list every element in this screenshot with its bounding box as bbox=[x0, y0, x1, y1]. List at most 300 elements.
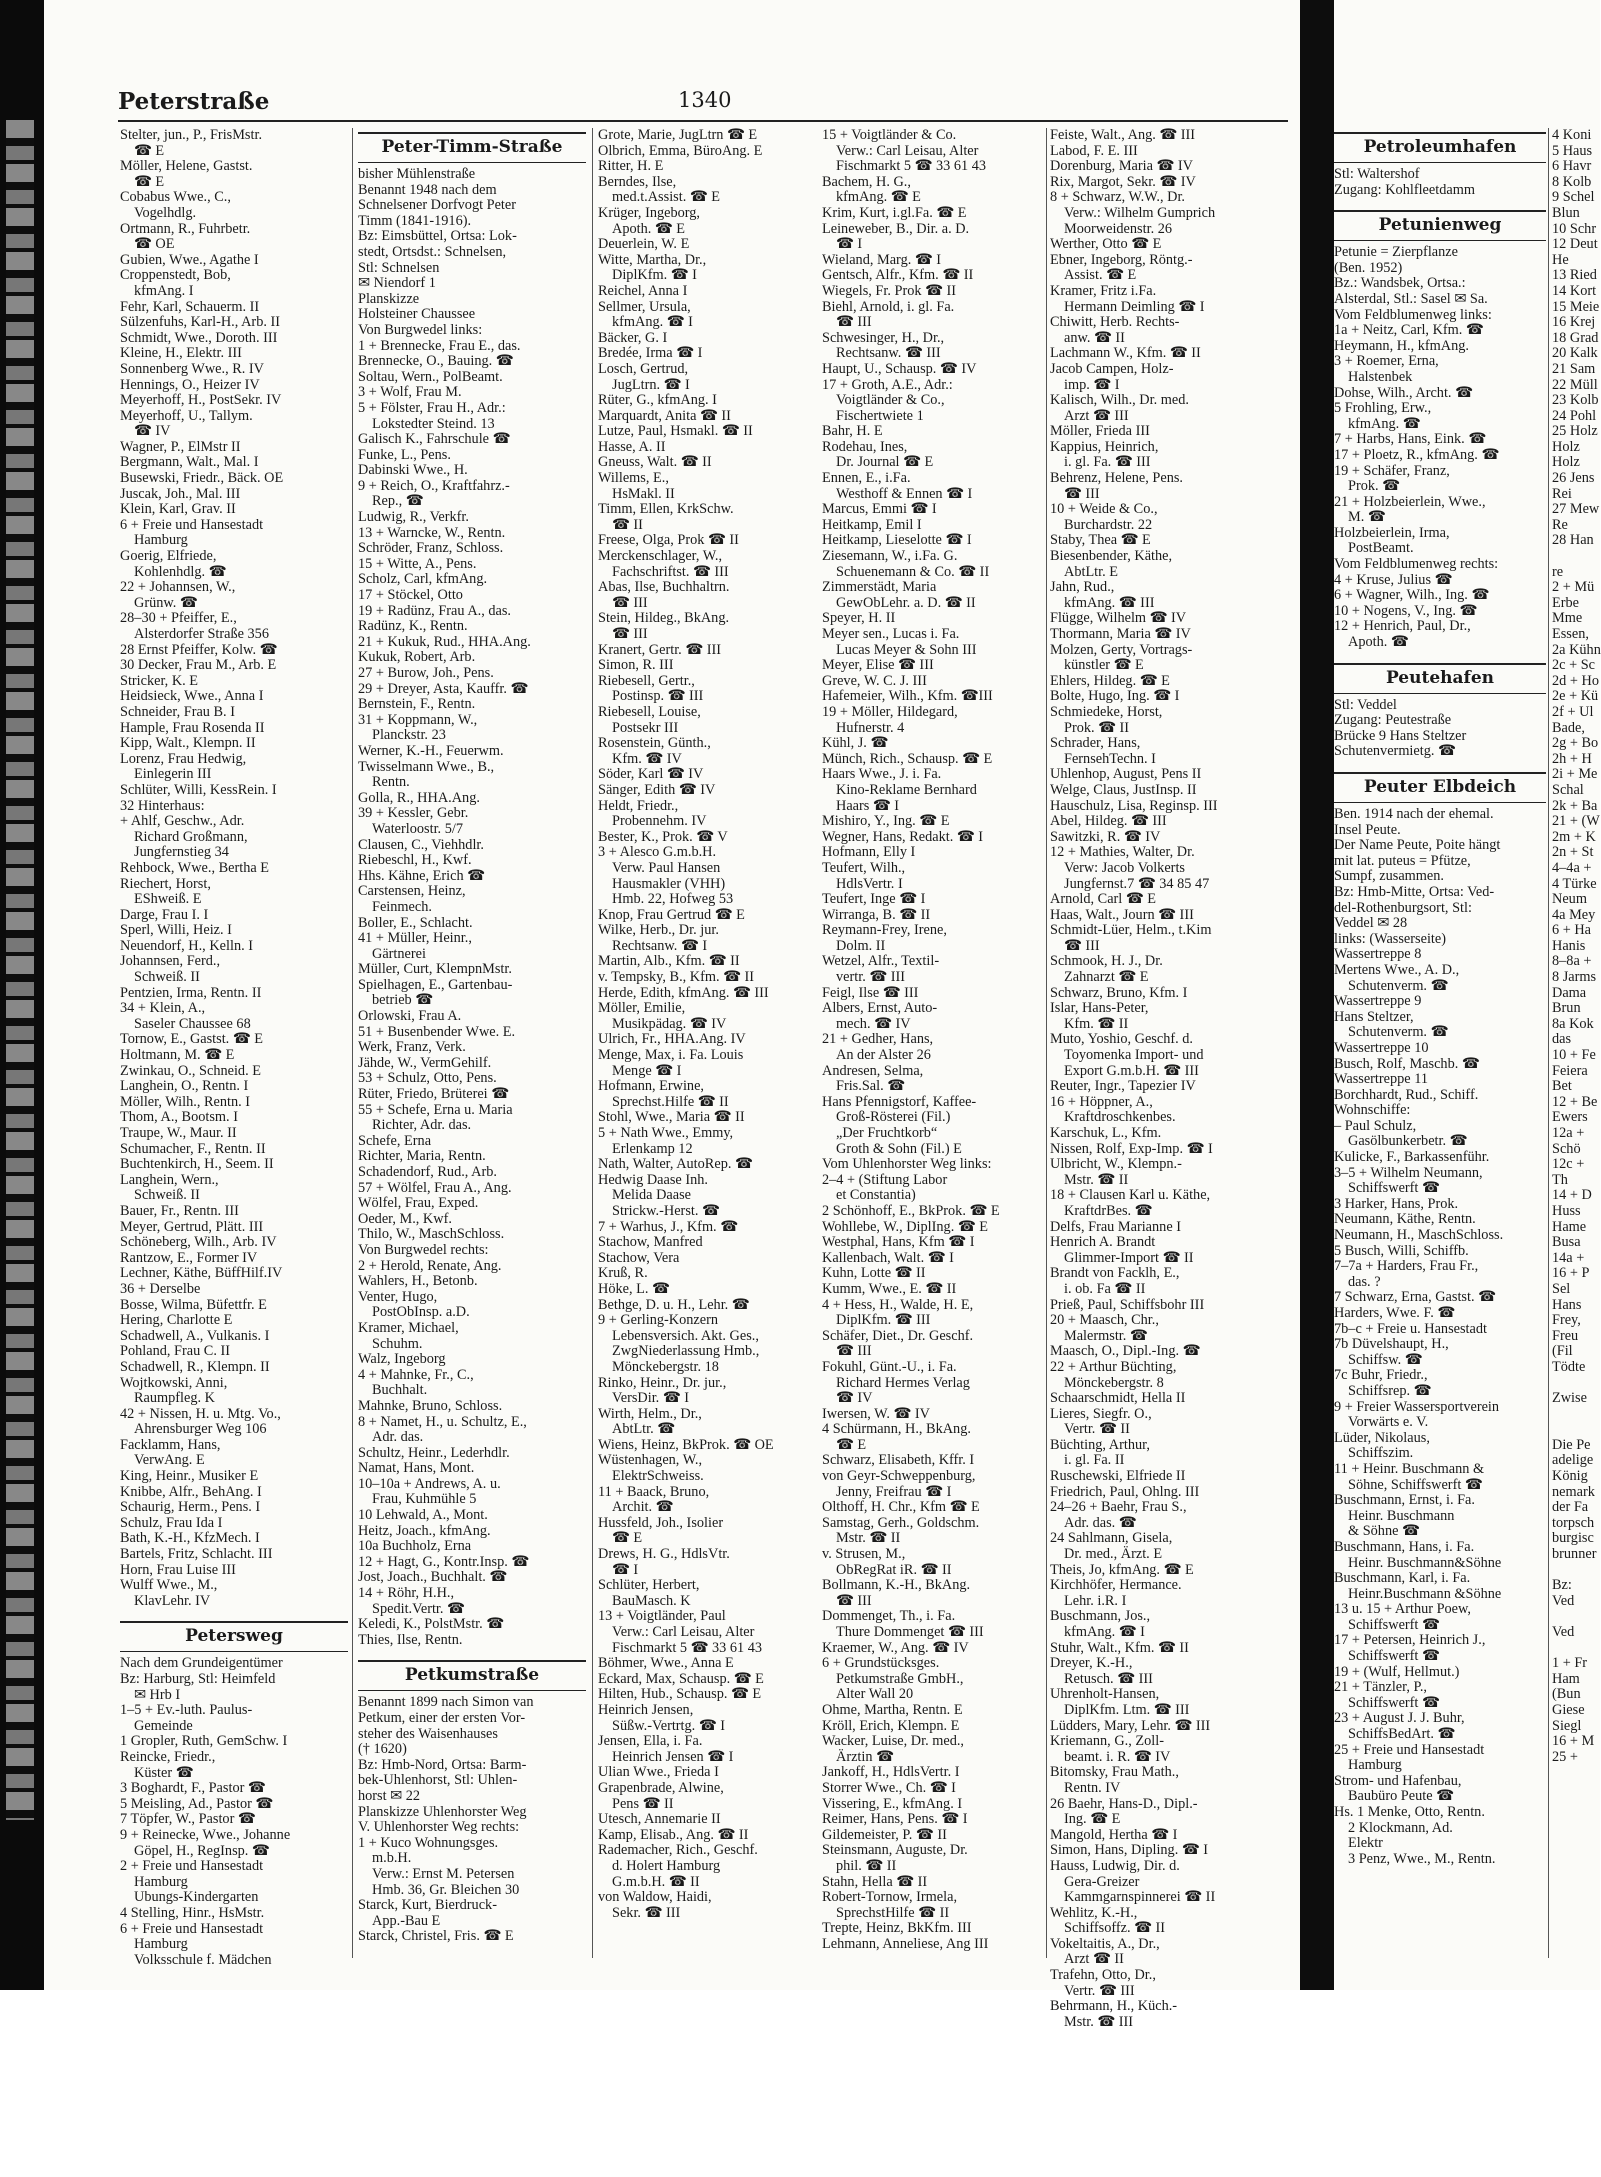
directory-entry-line: Rechtsanw. ☎ I bbox=[612, 937, 708, 954]
directory-entry-line: Scholz, Carl, kfmAng. bbox=[358, 571, 488, 588]
column-divider bbox=[1548, 128, 1549, 1958]
directory-entry-line: Hs. 1 Menke, Otto, Rentn. bbox=[1334, 1804, 1485, 1820]
directory-entry-line: Soltau, Wern., PolBeamt. bbox=[358, 368, 503, 385]
directory-entry-line: Stohl, Wwe., Maria ☎ II bbox=[598, 1109, 745, 1126]
column-4 bbox=[822, 128, 1046, 1968]
directory-entry-line: 12 + Hagt, G., Kontr.Insp. ☎ bbox=[358, 1553, 530, 1570]
directory-entry-line: Reuter, Ingr., Tapezier IV bbox=[1050, 1078, 1196, 1095]
directory-entry-line: kfmAng. ☎ bbox=[1348, 415, 1421, 432]
directory-entry-line: 2h + H bbox=[1552, 750, 1592, 767]
directory-entry-line: Frau, Kuhmühle 5 bbox=[372, 1491, 477, 1508]
directory-entry-line: 1–5 + Ev.-luth. Paulus- bbox=[120, 1702, 253, 1719]
directory-entry-line: ☎ II bbox=[612, 516, 643, 533]
directory-entry-line: Wulff Wwe., M., bbox=[120, 1577, 218, 1594]
directory-entry-line: Fokuhl, Günt.-U., i. Fa. bbox=[822, 1358, 957, 1375]
directory-entry-line: ☎ III bbox=[1064, 937, 1100, 954]
directory-entry-line: Samstag, Gerh., Goldschm. bbox=[822, 1514, 980, 1531]
directory-entry-line: Buchtenkirch, H., Seem. II bbox=[120, 1156, 274, 1173]
directory-entry-line: Trafehn, Otto, Dr., bbox=[1050, 1967, 1156, 1984]
directory-entry-line: Petkum, einer der ersten Vor- bbox=[358, 1710, 526, 1726]
directory-entry-line: Facklamm, Hans, bbox=[120, 1436, 221, 1453]
directory-entry-line: Ulrich, Fr., HHA.Ang. IV bbox=[598, 1031, 746, 1048]
directory-entry-line: Kammgarnspinnerei ☎ II bbox=[1064, 1889, 1216, 1906]
directory-entry-line: Schaurig, Herm., Pens. I bbox=[120, 1499, 261, 1516]
directory-entry-line: Stein, Hildeg., BkAng. bbox=[598, 610, 730, 627]
directory-entry-line: Dama bbox=[1552, 984, 1587, 1001]
directory-entry-line: Biesenbender, Käthe, bbox=[1050, 548, 1173, 565]
directory-entry-line: Rodehau, Ines, bbox=[822, 438, 908, 455]
directory-entry-line: Bachem, H. G., bbox=[822, 173, 911, 190]
directory-entry-line: (Ben. 1952) bbox=[1334, 259, 1403, 276]
directory-entry-line: 5 Frohling, Erw., bbox=[1334, 400, 1432, 417]
directory-entry-line: 10a Buchholz, Erna bbox=[358, 1538, 472, 1555]
directory-entry-line: 3 Boghardt, F., Pastor ☎ bbox=[120, 1780, 266, 1797]
directory-entry-line: 7b–c + Freie u. Hansestadt bbox=[1334, 1320, 1487, 1337]
directory-entry-line: 24 Pohl bbox=[1552, 407, 1597, 424]
directory-entry-line: 2m + K bbox=[1552, 828, 1596, 845]
directory-entry-line: re bbox=[1552, 563, 1564, 580]
directory-entry-line: 10 + Nogens, V., Ing. ☎ bbox=[1334, 602, 1478, 619]
directory-entry-line: VerwAng. E bbox=[134, 1452, 205, 1469]
directory-entry-line: Bz: Hmb-Nord, Ortsa: Barm- bbox=[358, 1756, 527, 1773]
directory-entry-line: 3 Penz, Wwe., M., Rentn. bbox=[1348, 1850, 1496, 1867]
directory-entry-line: Thom, A., Bootsm. I bbox=[120, 1109, 238, 1126]
directory-entry-line: steher des Waisenhauses bbox=[358, 1725, 498, 1742]
directory-entry-line: Lüdders, Mary, Lehr. ☎ III bbox=[1050, 1717, 1211, 1734]
directory-entry-line: Bernstein, F., Rentn. bbox=[358, 696, 476, 713]
directory-entry-line: 32 Hinterhaus: bbox=[120, 797, 205, 814]
directory-entry-line: Kleine, H., Elektr. III bbox=[120, 345, 242, 362]
directory-entry-line: PostBeamt. bbox=[1348, 540, 1414, 557]
directory-entry-line: Richard Großmann, bbox=[134, 828, 248, 845]
directory-entry-line: anw. ☎ II bbox=[1064, 329, 1125, 346]
directory-entry-line: 16 + P bbox=[1552, 1265, 1590, 1282]
directory-entry-line: kfmAng. ☎ I bbox=[612, 314, 693, 331]
directory-entry-line: Ruschewski, Elfriede II bbox=[1050, 1468, 1186, 1485]
directory-entry-line: Namat, Hans, Mont. bbox=[358, 1460, 475, 1477]
directory-entry-line: Bester, K., Prok. ☎ V bbox=[598, 828, 728, 845]
directory-entry-line: Kruß, R. bbox=[598, 1265, 648, 1282]
directory-entry-line: Muto, Yoshio, Geschf. d. bbox=[1050, 1031, 1193, 1048]
directory-entry-line: 8 Kolb bbox=[1552, 173, 1592, 190]
directory-entry-line: Wahlers, H., Betonb. bbox=[358, 1273, 478, 1290]
page-number: 1340 bbox=[678, 88, 732, 112]
column-5 bbox=[1050, 127, 1280, 2030]
directory-entry-line: Bz: Hmb-Mitte, Ortsa: Ved- bbox=[1334, 883, 1495, 900]
directory-entry-line: Jähde, W., VermGehilf. bbox=[358, 1054, 492, 1071]
directory-entry-line: 17 + Stöckel, Otto bbox=[358, 587, 463, 604]
directory-entry-line: Dabinski Wwe., H. bbox=[358, 462, 468, 479]
directory-entry-line: Dr. med., Ärzt. E bbox=[1064, 1546, 1163, 1563]
directory-entry-line: 2 + Herold, Renate, Ang. bbox=[358, 1257, 502, 1274]
directory-entry-line: Benannt 1948 nach dem bbox=[358, 181, 497, 198]
directory-entry-line: 27 Mew bbox=[1552, 501, 1600, 518]
directory-entry-line: Freu bbox=[1552, 1327, 1579, 1344]
directory-entry-line: torpsch bbox=[1552, 1514, 1595, 1531]
directory-entry-line: Verw.: Carl Leisau, Alter bbox=[612, 1624, 755, 1640]
directory-entry-line: Arzt ☎ II bbox=[1064, 1951, 1124, 1968]
directory-entry-line: Wohnschiffe: bbox=[1334, 1102, 1411, 1119]
directory-entry-line: Mönckebergstr. 8 bbox=[1064, 1374, 1164, 1391]
directory-entry-line: Alter Wall 20 bbox=[836, 1686, 914, 1703]
left-page-edge bbox=[0, 0, 44, 1990]
directory-entry-line: mech. ☎ IV bbox=[836, 1015, 911, 1032]
directory-entry-line: Mstr. ☎ III bbox=[1064, 2013, 1134, 2030]
directory-entry-line: Möller, Helene, Gastst. bbox=[120, 158, 253, 175]
directory-entry-line: G.m.b.H. ☎ II bbox=[612, 1873, 700, 1890]
directory-entry-line: 2e + Kü bbox=[1552, 688, 1599, 705]
directory-entry-line: Burchardstr. 22 bbox=[1064, 516, 1153, 533]
directory-entry-line: Wiegels, Fr. Prok ☎ II bbox=[822, 282, 956, 299]
directory-entry-line: 21 + Tänzler, P., bbox=[1334, 1679, 1427, 1696]
directory-entry-line: 1 Gropler, Ruth, GemSchw. I bbox=[120, 1733, 288, 1750]
directory-entry-line: Schiffswerft ☎ bbox=[1348, 1180, 1440, 1197]
directory-entry-line: SprechstHilfe ☎ II bbox=[836, 1904, 950, 1921]
directory-entry-line: Thies, Ilse, Rentn. bbox=[358, 1631, 463, 1648]
directory-entry-line: 10–10a + Andrews, A. u. bbox=[358, 1475, 501, 1492]
directory-entry-line: phil. ☎ II bbox=[836, 1857, 897, 1874]
directory-entry-line: 13 u. 15 + Arthur Poew, bbox=[1334, 1601, 1471, 1618]
directory-entry-line: Buschmann, Karl, i. Fa. bbox=[1334, 1570, 1471, 1587]
directory-entry-line: V. Uhlenhorster Weg rechts: bbox=[358, 1819, 520, 1836]
directory-entry-line: Busch, Rolf, Maschb. ☎ bbox=[1334, 1055, 1480, 1072]
directory-entry-line: 2 + Freie und Hansestadt bbox=[120, 1858, 264, 1875]
directory-entry-line: Boller, E., Schlacht. bbox=[358, 914, 473, 931]
directory-entry-line: VersDir. ☎ I bbox=[612, 1390, 689, 1407]
directory-entry-line: Schuhm. bbox=[372, 1335, 423, 1352]
directory-entry-line: KlavLehr. IV bbox=[134, 1592, 211, 1609]
directory-entry-line: Stahn, Hella ☎ II bbox=[822, 1873, 928, 1890]
directory-entry-line: Riechert, Horst, bbox=[120, 875, 211, 892]
directory-entry-line: + Ahlf, Geschw., Adr. bbox=[120, 813, 245, 830]
directory-entry-line: Heldt, Friedr., bbox=[598, 797, 679, 814]
directory-entry-line: Küster ☎ bbox=[134, 1764, 194, 1781]
directory-entry-line: ☎ E bbox=[134, 173, 165, 190]
directory-entry-line: 22 Müll bbox=[1552, 376, 1598, 393]
directory-entry-line: Heitkamp, Lieselotte ☎ I bbox=[822, 532, 972, 549]
directory-entry-line: Sumpf, zusammen. bbox=[1334, 868, 1444, 885]
directory-entry-line: Abel, Hildeg. ☎ III bbox=[1050, 813, 1167, 830]
directory-entry-line: Trepte, Heinz, BkKfm. III bbox=[822, 1920, 972, 1937]
directory-entry-line: Freese, Olga, Prok ☎ II bbox=[598, 532, 739, 549]
section-gap bbox=[120, 1609, 348, 1617]
directory-entry-line: Buschmann, Ernst, i. Fa. bbox=[1334, 1492, 1475, 1509]
directory-entry-line: künstler ☎ E bbox=[1064, 657, 1144, 674]
directory-entry-line: Büchting, Arthur, bbox=[1050, 1436, 1150, 1453]
column-divider bbox=[592, 128, 593, 1958]
directory-entry-line: 9 + Freier Wassersportverein bbox=[1334, 1398, 1500, 1415]
directory-entry-line: das bbox=[1552, 1031, 1572, 1048]
directory-entry-line: stedt, Ortsdst.: Schnelsen, bbox=[358, 243, 507, 260]
directory-entry-line: Reimer, Hans, Pens. ☎ I bbox=[822, 1811, 968, 1828]
directory-entry-line: Dohse, Wilh., Archt. ☎ bbox=[1334, 384, 1473, 401]
directory-entry-line: 23 Kolb bbox=[1552, 392, 1599, 409]
directory-entry-line: Goerig, Elfriede, bbox=[120, 548, 217, 565]
directory-entry-line: Timm (1841-1916). bbox=[358, 212, 472, 229]
directory-entry-line: Heitkamp, Emil I bbox=[822, 516, 922, 533]
directory-entry-line: Stl: Waltershof bbox=[1334, 166, 1420, 182]
directory-entry-line: Verw.: Ernst M. Petersen bbox=[372, 1865, 515, 1882]
directory-entry-line: Wirth, Helm., Dr., bbox=[598, 1405, 702, 1422]
directory-entry-line: 12a + bbox=[1552, 1125, 1585, 1141]
directory-entry-line: 4 Schürmann, H., BkAng. bbox=[822, 1421, 971, 1438]
directory-entry-line: Rechtsanw. ☎ III bbox=[836, 345, 941, 362]
directory-entry-line: Dolm. II bbox=[836, 937, 886, 954]
directory-entry-line: Meyerhoff, H., PostSekr. IV bbox=[120, 392, 282, 409]
directory-entry-line: Stelter, jun., P., FrisMstr. bbox=[120, 127, 263, 143]
directory-entry-line: DiplKfm. ☎ III bbox=[836, 1312, 931, 1329]
directory-entry-line: Hennings, O., Heizer IV bbox=[120, 376, 260, 393]
directory-entry-line: Bolte, Hugo, Ing. ☎ I bbox=[1050, 688, 1180, 705]
directory-entry-line: ☎ IV bbox=[836, 1390, 873, 1407]
directory-entry-line: Verw: Jacob Volkerts bbox=[1064, 859, 1185, 876]
directory-entry-line: Glimmer-Import ☎ II bbox=[1064, 1249, 1194, 1266]
directory-entry-line: Vom Feldblumenweg rechts: bbox=[1334, 556, 1499, 573]
directory-entry-line: 51 + Busenbender Wwe. E. bbox=[358, 1023, 516, 1040]
directory-entry-line: Kallenbach, Walt. ☎ I bbox=[822, 1249, 954, 1266]
directory-entry-line: Mönckebergstr. 18 bbox=[612, 1358, 719, 1375]
directory-entry-line: 3 Harker, Hans, Prok. bbox=[1334, 1195, 1459, 1212]
directory-entry-line: Mahnke, Bruno, Schloss. bbox=[358, 1397, 503, 1414]
directory-entry-line: Mme bbox=[1552, 610, 1583, 627]
directory-entry-line: Spedit.Vertr. ☎ bbox=[372, 1600, 465, 1617]
directory-entry-line: 8 + Schwarz, W.W., Dr. bbox=[1050, 189, 1186, 206]
directory-entry-line: Feigl, Ilse ☎ III bbox=[822, 984, 919, 1001]
directory-entry-line: Speyer, H. II bbox=[822, 610, 896, 627]
directory-entry-line: Neumann, H., MaschSchloss. bbox=[1334, 1227, 1504, 1244]
directory-entry-line: Schnelsener Dorfvogt Peter bbox=[358, 197, 517, 214]
directory-entry-line: Mstr. ☎ II bbox=[836, 1530, 901, 1547]
directory-entry-line: 22 + Johannsen, W., bbox=[120, 579, 236, 596]
directory-entry-line: Bath, K.-H., KfzMech. I bbox=[120, 1530, 260, 1547]
directory-entry-line: Hanis bbox=[1552, 937, 1586, 954]
directory-entry-line: Deuerlein, W. E bbox=[598, 236, 690, 253]
section-gap bbox=[358, 1648, 586, 1656]
directory-entry-line: 26 Baehr, Hans-D., Dipl.- bbox=[1050, 1795, 1198, 1812]
directory-entry-line: 34 + Klein, A., bbox=[120, 1000, 206, 1017]
directory-entry-line: 24–26 + Baehr, Frau S., bbox=[1050, 1499, 1187, 1516]
directory-entry-line: Grünw. ☎ bbox=[134, 594, 198, 611]
directory-entry-line: Schiffsw. ☎ bbox=[1348, 1351, 1423, 1368]
directory-entry-line: et Constantia) bbox=[836, 1187, 916, 1204]
directory-entry-line: Kukuk, Robert, Arb. bbox=[358, 649, 476, 666]
directory-entry-line: Ved bbox=[1552, 1624, 1575, 1640]
directory-entry-line: 1a + Neitz, Carl, Kfm. ☎ bbox=[1334, 322, 1484, 339]
directory-entry-line: Lutze, Paul, Hsmakl. ☎ II bbox=[598, 423, 753, 440]
directory-entry-line: Von Burgwedel links: bbox=[358, 321, 483, 338]
directory-entry-line: Buschmann, Jos., bbox=[1050, 1608, 1151, 1625]
directory-entry-line: Stachow, Vera bbox=[598, 1249, 680, 1266]
directory-entry-line: Stl: Veddel bbox=[1334, 696, 1397, 713]
directory-entry-line: 17 + Petersen, Heinrich J., bbox=[1334, 1632, 1486, 1649]
directory-entry-line: Musikpädag. ☎ IV bbox=[612, 1015, 727, 1032]
directory-entry-line: 2f + Ul bbox=[1552, 703, 1594, 720]
directory-entry-line: 14 + Röhr, H.H., bbox=[358, 1585, 455, 1602]
directory-entry-line: Juscak, Joh., Mal. III bbox=[120, 485, 241, 502]
directory-entry-line: 19 + (Wulf, Hellmut.) bbox=[1334, 1663, 1460, 1680]
directory-entry-line: Reymann-Frey, Irene, bbox=[822, 922, 947, 939]
directory-entry-line: 41 + Müller, Heinr., bbox=[358, 930, 472, 947]
directory-entry-line: Waterloostr. 5/7 bbox=[372, 820, 463, 837]
directory-entry-line: 8a Kok bbox=[1552, 1015, 1594, 1032]
directory-entry-line: Alsterdorfer Straße 356 bbox=[134, 626, 269, 642]
directory-entry-line: Jenny, Freifrau ☎ I bbox=[836, 1483, 952, 1500]
directory-entry-line bbox=[1552, 1422, 1600, 1438]
directory-entry-line: Ritter, H. E bbox=[598, 158, 664, 175]
directory-entry-line: Brennecke, O., Bauing. ☎ bbox=[358, 353, 514, 370]
directory-entry-line: 26 Jens bbox=[1552, 470, 1595, 487]
directory-entry-line: 4 + Hess, H., Walde, H. E, bbox=[822, 1296, 974, 1313]
directory-entry-line: Fischmarkt 5 ☎ 33 61 43 bbox=[836, 158, 987, 175]
directory-entry-line: 30 Decker, Frau M., Arb. E bbox=[120, 657, 277, 674]
directory-entry-line: Langhein, Wern., bbox=[120, 1171, 219, 1188]
directory-entry-line: Baubüro Peute ☎ bbox=[1348, 1788, 1454, 1805]
directory-entry-line: Langhein, O., Rentn. I bbox=[120, 1078, 249, 1095]
directory-entry-line: 4 + Kruse, Julius ☎ bbox=[1334, 571, 1453, 588]
directory-entry-line: Jankoff, H., HdlsVertr. I bbox=[822, 1764, 960, 1781]
directory-entry-line: Rehbock, Wwe., Bertha E bbox=[120, 859, 270, 876]
directory-entry-line: 42 + Nissen, H. u. Mtg. Vo., bbox=[120, 1405, 281, 1422]
directory-entry-line: Planskizze Uhlenhorster Weg bbox=[358, 1803, 527, 1820]
directory-entry-line: Grote, Marie, JugLtrn ☎ E bbox=[598, 127, 758, 143]
directory-entry-line: Westhoff & Ennen ☎ I bbox=[836, 485, 973, 502]
directory-entry-line: Schadwell, R., Klempn. II bbox=[120, 1358, 270, 1375]
directory-entry-line: Greve, W. C. J. III bbox=[822, 672, 927, 689]
directory-entry-line: Sawitzki, R. ☎ IV bbox=[1050, 828, 1161, 845]
directory-entry-line: Raumpfleg. K bbox=[134, 1390, 215, 1407]
directory-entry-line: Bade, bbox=[1552, 719, 1585, 736]
directory-entry-line: Meyer, Gertrud, Plätt. III bbox=[120, 1218, 264, 1235]
directory-entry-line: das. ? bbox=[1348, 1273, 1381, 1290]
directory-entry-line: Johannsen, Ferd., bbox=[120, 953, 221, 970]
directory-entry-line: Jost, Joach., Buchhalt. ☎ bbox=[358, 1569, 508, 1586]
directory-entry-line: Rentn. IV bbox=[1064, 1779, 1121, 1796]
directory-entry-line: Pens ☎ II bbox=[612, 1795, 674, 1812]
directory-entry-line: 2n + St bbox=[1552, 844, 1594, 861]
directory-entry-line: Brücke 9 Hans Steltzer bbox=[1334, 727, 1467, 744]
directory-entry-line: Behrmann, H., Küch.- bbox=[1050, 1998, 1178, 2015]
directory-entry-line: Werk, Franz, Verk. bbox=[358, 1039, 466, 1056]
directory-entry-line: Schumacher, F., Rentn. II bbox=[120, 1140, 266, 1157]
directory-entry-line: Lorenz, Frau Hedwig, bbox=[120, 750, 247, 767]
directory-entry-line: AbtLtr. ☎ bbox=[612, 1421, 676, 1438]
directory-entry-line: Zwise bbox=[1552, 1390, 1587, 1407]
directory-entry-line: 6 + Wagner, Wilh., Ing. ☎ bbox=[1334, 587, 1490, 604]
directory-entry-line: EShweiß. E bbox=[134, 891, 202, 908]
directory-entry-line: Hauss, Ludwig, Dir. d. bbox=[1050, 1857, 1180, 1874]
directory-entry-line: Busewski, Friedr., Bäck. OE bbox=[120, 470, 284, 487]
directory-entry-line: Steinsmann, Auguste, Dr. bbox=[822, 1842, 968, 1859]
directory-entry-line: Willems, E., bbox=[598, 470, 669, 487]
directory-entry-line: Borchhardt, Rud., Schiff. bbox=[1334, 1086, 1479, 1103]
directory-entry-line: SchiffsBedArt. ☎ bbox=[1348, 1726, 1456, 1743]
directory-entry-line: Behrenz, Helene, Pens. bbox=[1050, 470, 1183, 487]
directory-entry-line: Staby, Thea ☎ E bbox=[1050, 532, 1151, 549]
directory-entry-line: Westphal, Hans, Kfm ☎ I bbox=[822, 1234, 975, 1251]
directory-entry-line: Ohme, Martha, Rentn. E bbox=[822, 1701, 963, 1718]
directory-entry-line: Ziesemann, W., i.Fa. G. bbox=[822, 548, 958, 565]
directory-entry-line: Neuendorf, H., Kelln. I bbox=[120, 937, 254, 954]
directory-entry-line: 7 + Warhus, J., Kfm. ☎ bbox=[598, 1218, 739, 1235]
directory-entry-line: Mertens Wwe., A. D., bbox=[1334, 961, 1460, 978]
directory-entry-line bbox=[1552, 1563, 1600, 1579]
directory-entry-line: ☎ III bbox=[612, 626, 648, 642]
directory-entry-line: ☎ E bbox=[134, 142, 165, 159]
directory-entry-line: Planskizze bbox=[358, 290, 420, 307]
directory-entry-line: Menge ☎ I bbox=[612, 1062, 682, 1079]
directory-entry-line: Hofmann, Erwine, bbox=[598, 1078, 705, 1095]
directory-entry-line: Zahnarzt ☎ E bbox=[1064, 969, 1149, 986]
directory-entry-line: Siegl bbox=[1552, 1717, 1582, 1734]
directory-entry-line: ☎ III bbox=[836, 1592, 872, 1609]
directory-entry-line: 16 Krej bbox=[1552, 314, 1596, 331]
directory-entry-line: Vertr. ☎ II bbox=[1064, 1421, 1130, 1438]
directory-entry-line: 2–4 + (Stiftung Labor bbox=[822, 1171, 948, 1188]
directory-entry-line: 8 Jarms bbox=[1552, 969, 1597, 986]
directory-entry-line: Feiste, Walt., Ang. ☎ III bbox=[1050, 127, 1196, 143]
directory-entry-line: Mstr. ☎ II bbox=[1064, 1171, 1129, 1188]
directory-entry-line: 19 + Möller, Hildegard, bbox=[822, 703, 958, 720]
directory-entry-line: 5 Meisling, Ad., Pastor ☎ bbox=[120, 1795, 274, 1812]
directory-entry-line: Kfm. ☎ II bbox=[1064, 1015, 1129, 1032]
directory-entry-line: Giese bbox=[1552, 1701, 1585, 1718]
directory-entry-line: 28–30 + Pfeiffer, E., bbox=[120, 610, 237, 627]
directory-entry-line: 4a Mey bbox=[1552, 906, 1596, 923]
directory-entry-line: Lebensversich. Akt. Ges., bbox=[612, 1327, 759, 1344]
directory-entry-line: Göpel, H., RegInsp. ☎ bbox=[134, 1842, 270, 1859]
directory-entry-line bbox=[1552, 1376, 1600, 1392]
directory-entry-line: Gemeinde bbox=[134, 1717, 193, 1734]
directory-entry-line: Gentsch, Alfr., Kfm. ☎ II bbox=[822, 267, 974, 284]
directory-entry-line: nemark bbox=[1552, 1483, 1595, 1500]
directory-entry-line: Islar, Hans-Peter, bbox=[1050, 1000, 1149, 1017]
directory-entry-line: 21 + Kukuk, Rud., HHA.Ang. bbox=[358, 633, 531, 650]
directory-entry-line: Kühl, J. ☎ bbox=[822, 735, 889, 752]
directory-entry-line: Wassertreppe 11 bbox=[1334, 1071, 1428, 1088]
directory-entry-line: 5 + Nath Wwe., Emmy, bbox=[598, 1125, 734, 1141]
directory-entry-line: Schäfer, Diet., Dr. Geschf. bbox=[822, 1327, 974, 1344]
directory-entry-line: 28 Ernst Pfeiffer, Kolw. ☎ bbox=[120, 641, 278, 658]
directory-entry-line: Robert-Tornow, Irmela, bbox=[822, 1889, 958, 1906]
directory-entry-line: 1 + Fr bbox=[1552, 1655, 1588, 1672]
directory-entry-line: Delfs, Frau Marianne I bbox=[1050, 1218, 1182, 1235]
directory-entry-line: Friedrich, Paul, Ohlng. III bbox=[1050, 1483, 1200, 1500]
directory-entry-line: Hmb. 36, Gr. Bleichen 30 bbox=[372, 1881, 520, 1898]
directory-entry-line: DiplKfm. ☎ I bbox=[612, 267, 697, 284]
directory-entry-line: (Fil bbox=[1552, 1343, 1573, 1360]
directory-entry-line: Verw.: Carl Leisau, Alter bbox=[836, 142, 979, 159]
directory-entry-line: 15 Meie bbox=[1552, 298, 1600, 315]
directory-entry-line: Insel Peute. bbox=[1334, 821, 1401, 838]
directory-entry-line: burgisc bbox=[1552, 1530, 1594, 1547]
directory-entry-line: Zugang: Peutestraße bbox=[1334, 712, 1452, 729]
directory-entry-line: 3 + Alesco G.m.b.H. bbox=[598, 844, 717, 861]
directory-entry-line: Buschmann, Hans, i. Fa. bbox=[1334, 1538, 1475, 1555]
directory-entry-line bbox=[1552, 1407, 1600, 1423]
directory-entry-line: 31 + Koppmann, W., bbox=[358, 711, 478, 728]
directory-entry-line: Hamburg bbox=[1348, 1757, 1402, 1774]
directory-entry-line: BauMasch. K bbox=[612, 1592, 691, 1609]
directory-entry-line: Kraftdroschkenbes. bbox=[1064, 1109, 1176, 1126]
directory-entry-line: Drews, H. G., HdlsVtr. bbox=[598, 1546, 730, 1563]
directory-entry-line: Meyer, Elise ☎ III bbox=[822, 657, 934, 674]
directory-entry-line: Kipp, Walt., Klempn. II bbox=[120, 735, 256, 752]
directory-entry-line: 2d + Ho bbox=[1552, 672, 1599, 689]
directory-entry-line: Der Name Peute, Poite hängt bbox=[1334, 837, 1501, 854]
directory-entry-line: Richter, Adr. das. bbox=[372, 1117, 472, 1134]
directory-entry-line: Vertr. ☎ III bbox=[1064, 1982, 1135, 1999]
directory-entry-line: Lokstedter Steind. 13 bbox=[372, 415, 495, 432]
